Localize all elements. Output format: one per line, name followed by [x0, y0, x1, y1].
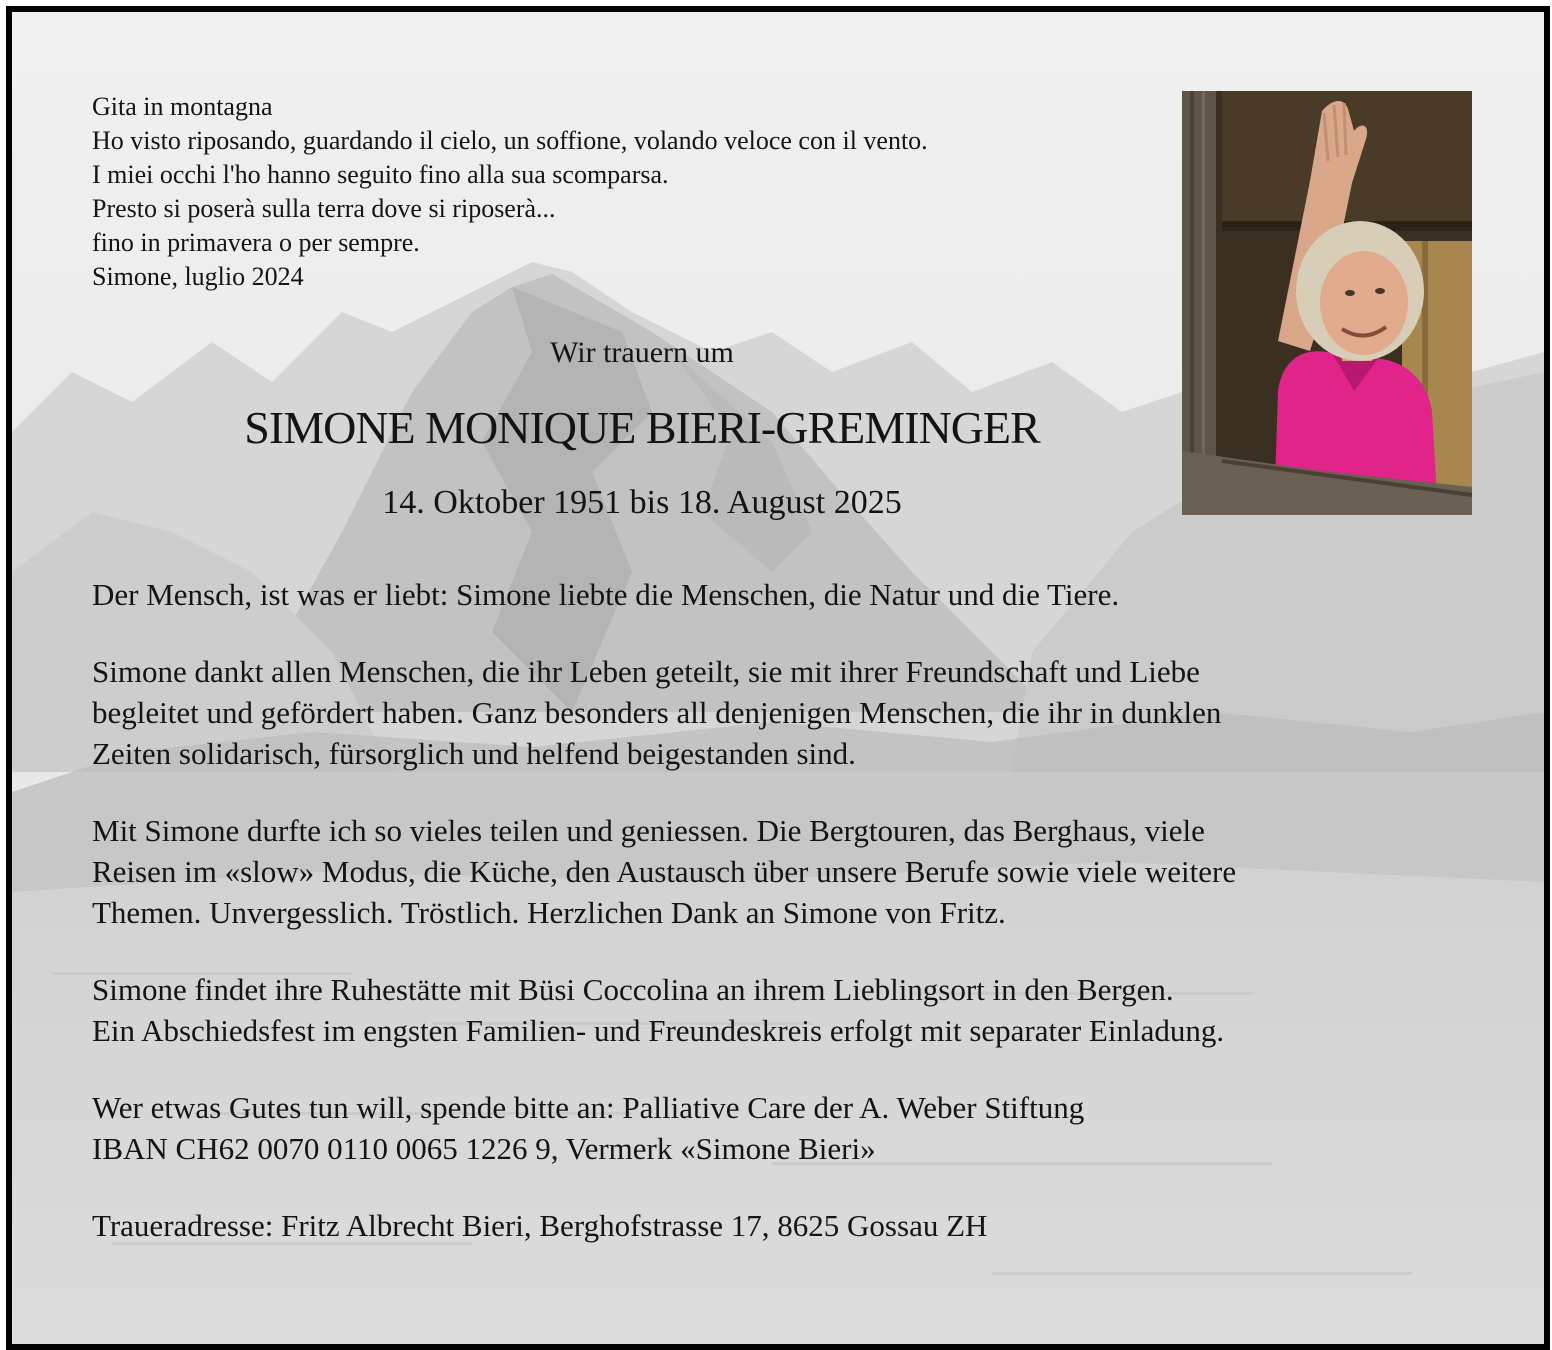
text-line: Zeiten solidarisch, fürsorglich und helfend beigestanden sind. [92, 736, 856, 771]
poem-line: Gita in montagna [92, 92, 273, 121]
poem-line: fino in primavera o per sempre. [92, 228, 420, 257]
text-line: Wer etwas Gutes tun will, spende bitte an: Palliative Care der A. Weber Stiftung [92, 1090, 1085, 1125]
poem-line: Presto si poserà sulla terra dove si riposerà... [92, 194, 556, 223]
text-line: Simone findet ihre Ruhestätte mit Büsi Coccolina an ihrem Lieblingsort in den Bergen. [92, 972, 1174, 1007]
paragraph-resting-place [92, 969, 1512, 1051]
text-line: Der Mensch, ist was er liebt: Simone liebte die Menschen, die Natur und die Tiere. [92, 577, 1120, 612]
text-line: Themen. Unvergesslich. Tröstlich. Herzlichen Dank an Simone von Fritz. [92, 895, 1006, 930]
paragraph-thanks [92, 651, 1512, 774]
paragraph-address [92, 1205, 1512, 1246]
life-dates: 14. Oktober 1951 bis 18. August 2025 [382, 484, 902, 521]
obituary-body [92, 574, 1512, 1270]
text-line: Ein Abschiedsfest im engsten Familien- und Freundeskreis erfolgt mit separater Einladung. [92, 1013, 1225, 1048]
text-line: Traueradresse: Fritz Albrecht Bieri, Berghofstrasse 17, 8625 Gossau ZH [92, 1208, 988, 1243]
obituary-notice [6, 6, 1550, 1350]
text-line: Mit Simone durfte ich so vieles teilen und geniessen. Die Bergtouren, das Berghaus, viele [92, 813, 1205, 848]
paragraph-motto [92, 574, 1512, 615]
mourning-intro: Wir trauern um [550, 336, 734, 369]
woman-waving-photo-icon [1182, 91, 1472, 515]
text-line: IBAN CH62 0070 0110 0065 1226 9, Vermerk «Simone Bieri» [92, 1131, 876, 1166]
poem-line: Ho visto riposando, guardando il cielo, un soffione, volando veloce con il vento. [92, 126, 928, 155]
poem-line: I miei occhi l'ho hanno seguito fino alla sua scomparsa. [92, 160, 669, 189]
paragraph-donation [92, 1087, 1512, 1169]
paragraph-memories [92, 810, 1512, 933]
poem-line: Simone, luglio 2024 [92, 262, 304, 291]
text-line: Simone dankt allen Menschen, die ihr Leben geteilt, sie mit ihrer Freundschaft und Liebe [92, 654, 1200, 689]
text-line: Reisen im «slow» Modus, die Küche, den Austausch über unsere Berufe sowie viele weitere [92, 854, 1237, 889]
deceased-name: SIMONE MONIQUE BIERI-GREMINGER [244, 402, 1040, 453]
poem [92, 90, 1152, 294]
text-line: begleitet und gefördert haben. Ganz besonders all denjenigen Menschen, die ihr in dunklen [92, 695, 1222, 730]
portrait-photo [1182, 91, 1472, 515]
